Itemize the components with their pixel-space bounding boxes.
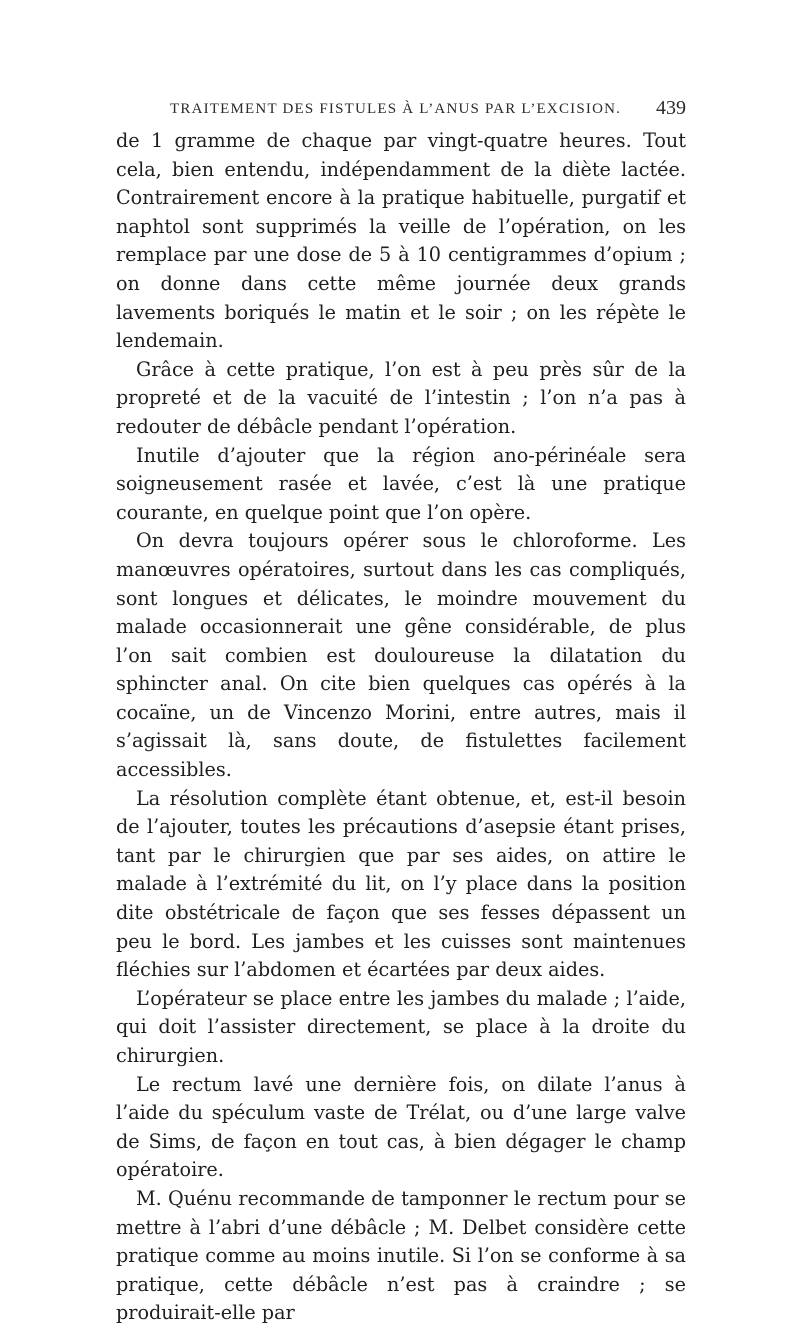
paragraph: Inutile d’ajouter que la région ano-périnéale sera soigneusement rasée et lavée, c’est là une pratique courante, en quelque point que l’on opère. xyxy=(116,443,686,524)
paragraph: Le rectum lavé une dernière fois, on dilate l’anus à l’aide du spéculum vaste de Trélat, ou d’une large valve de Sims, de façon en tout cas, à bien dégager le champ opératoire. xyxy=(116,1072,686,1182)
paragraph: La résolution complète étant obtenue, et, est-il besoin de l’ajouter, toutes les précautions d’asepsie étant prises, tant par le chirurgien que par ses aides, on attire le malade à l’extrémité du lit, on l’y place dans la position dite obstétricale de façon que ses fesses dépassent un peu le bord. Les jambes et les cuisses sont maintenues fléchies sur l’abdomen et écartées par deux aides. xyxy=(116,786,686,982)
paragraph: M. Quénu recommande de tamponner le rectum pour se mettre à l’abri d’une débâcle ; M. Delbet considère cette pratique comme au moins inutile. Si l’on se conforme à sa pratique, cette débâcle n’est pas à craindre ; se produirait-elle par xyxy=(116,1186,686,1325)
book-page xyxy=(116,95,686,1328)
running-title: TRAITEMENT DES FISTULES À L’ANUS PAR L’EXCISION. xyxy=(170,101,622,117)
paragraph-continued: de 1 gramme de chaque par vingt-quatre heures. Tout cela, bien entendu, indépendamment de la diète lactée. Contrairement encore à la pratique habituelle, purgatif et naphtol sont supprimés la veille de l’opération, on les remplace par une dose de 5 à 10 centigrammes d’opium ; on donne dans cette même journée deux grands lavements boriqués le matin et le soir ; on les répète le lendemain. xyxy=(116,129,686,353)
paragraph: On devra toujours opérer sous le chloroforme. Les manœuvres opératoires, surtout dans les cas compliqués, sont longues et délicates, le moindre mouvement du malade occasionnerait une gêne considérable, de plus l’on sait combien est douloureuse la dilatation du sphincter anal. On cite bien quelques cas opérés à la cocaïne, un de Vincenzo Morini, entre autres, mais il s’agissait là, sans doute, de fistulettes facilement accessibles. xyxy=(116,529,686,782)
paragraph: L’opérateur se place entre les jambes du malade ; l’aide, qui doit l’assister directement, se place à la droite du chirurgien. xyxy=(116,986,686,1067)
page-number: 439 xyxy=(656,97,686,119)
paragraph: Grâce à cette pratique, l’on est à peu près sûr de la propreté et de la vacuité de l’intestin ; l’on n’a pas à redouter de débâcle pendant l’opération. xyxy=(116,357,686,438)
running-head xyxy=(116,95,686,123)
body-text xyxy=(116,127,686,1328)
